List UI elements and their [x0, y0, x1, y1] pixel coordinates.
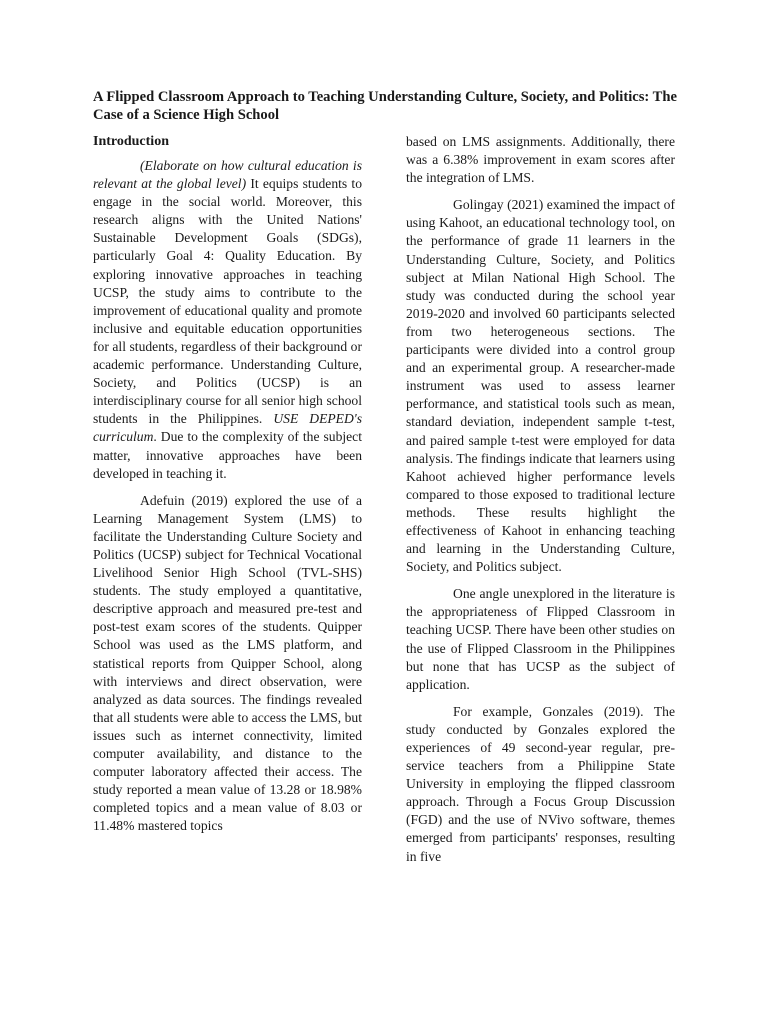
deped-note: USE DEPED's curriculum [93, 411, 362, 445]
adefuin-paragraph-continued: based on LMS assignments. Additionally, there was a 6.38% improvement in exam scores after the integration of LMS. [406, 134, 675, 186]
introduction-heading: Introduction [93, 134, 169, 149]
intro-paragraph [93, 157, 362, 483]
unexplored-angle-paragraph: One angle unexplored in the literature is the appropriateness of Flipped Classroom in teaching UCSP. There have been other studies on the use of Flipped Classroom in the Philippines but none that has UCSP as the subject of application. [406, 586, 675, 692]
elaborate-note: (Elaborate on how cultural education is relevant at the global level) [93, 158, 362, 192]
right-column [406, 133, 675, 875]
gonzales-paragraph: For example, Gonzales (2019). The study conducted by Gonzales explored the experiences of 49 second-year regular, pre-service teachers from a Philippine State University in employing the flipped classroom approach. Through a Focus Group Discussion (FGD) and the use of NVivo software, themes emerged from participants' responses, resulting in five [406, 703, 675, 864]
intro-text-b: . Due to the complexity of the subject matter, innovative approaches have been developed in teaching it. [93, 429, 362, 481]
left-column [93, 133, 362, 844]
golingay-paragraph: Golingay (2021) examined the impact of using Kahoot, an educational technology tool, on the performance of grade 11 learners in the Understanding Culture, Society, and Politics subject at Milan National High School. The study was conducted during the school year 2019-2020 and involved 60 participants selected from two heterogeneous sections. The participants were divided into a control group and an experimental group. A researcher-made instrument was used to assess learner performance, and statistical tools such as mean, standard deviation, independent sample t-test, and paired sample t-test were employed for data analysis. The findings indicate that learners using Kahoot achieved higher performance levels compared to those exposed to traditional lecture methods. These results highlight the effectiveness of Kahoot in enhancing teaching and learning in the Understanding Culture, Society, and Politics subject. [406, 197, 675, 575]
document-title: A Flipped Classroom Approach to Teaching Understanding Culture, Society, and Politics: The Case of a Science High School [93, 89, 677, 123]
adefuin-paragraph: Adefuin (2019) explored the use of a Learning Management System (LMS) to facilitate the Understanding Culture Society and Politics (UCSP) subject for Technical Vocational Livelihood Senior High School (TVL-SHS) students. The study employed a quantitative, descriptive approach and measured pre-test and post-test exam scores of the students. Quipper School was used as the LMS platform, and statistical reports from Quipper School, along with interviews and direct observation, were analyzed as data sources. The findings revealed that all students were able to access the LMS, but issues such as internet connectivity, limited computer availability, and distance to the computer laboratory affected their access. The study reported a mean value of 13.28 or 18.98% completed topics and a mean value of 8.03 or 11.48% mastered topics [93, 492, 362, 834]
intro-text-a: It equips students to engage in the social world. Moreover, this research aligns with the United Nations' Sustainable Development Goals (SDGs), particularly Goal 4: Quality Education. By exploring innovative approaches in teaching UCSP, the study aims to contribute to the improvement of educational quality and promote inclusive and equitable education opportunities for all students, regardless of their background or academic performance. Understanding Culture, Society, and Politics (UCSP) is an interdisciplinary course for all senior high school students in the Philippines. [93, 176, 362, 427]
